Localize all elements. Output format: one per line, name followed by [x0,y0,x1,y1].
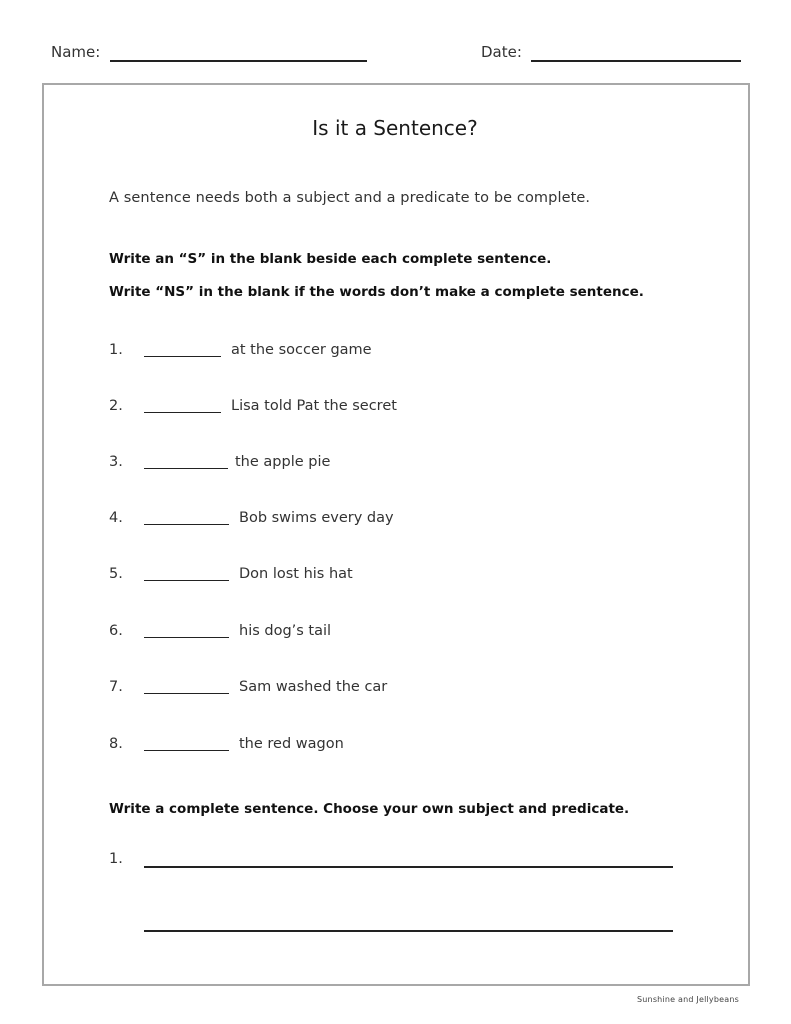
item-number: 6. [109,623,123,639]
worksheet-title: Is it a Sentence? [312,116,478,140]
item-text: Sam washed the car [239,679,388,695]
answer-blank[interactable] [144,412,221,413]
item-text: Don lost his hat [239,566,353,582]
date-field[interactable] [531,60,741,62]
item-number: 5. [109,566,123,582]
sentence-line-1[interactable] [144,866,673,868]
item-text: Lisa told Pat the secret [231,398,397,414]
item-text: at the soccer game [231,342,372,358]
worksheet-frame [42,83,750,986]
name-field[interactable] [110,60,367,62]
item-text: his dog’s tail [239,623,332,639]
write-sentence-instruction: Write a complete sentence. Choose your own subject and predicate. [109,801,630,817]
item-number: 1. [109,342,123,358]
footer-credit: Sunshine and Jellybeans [637,995,740,1004]
intro-text: A sentence needs both a subject and a predicate to be complete. [109,190,591,206]
instruction-ns: Write “NS” in the blank if the words don’t make a complete sentence. [109,284,644,300]
name-label: Name: [51,43,101,61]
item-text: the red wagon [239,736,344,752]
item-number: 3. [109,454,123,470]
answer-blank[interactable] [144,468,228,469]
item-text: the apple pie [235,454,331,470]
item-number: 8. [109,736,123,752]
answer-blank[interactable] [144,750,229,751]
answer-blank[interactable] [144,637,229,638]
item-number: 2. [109,398,123,414]
item-number: 7. [109,679,123,695]
sentence-line-2[interactable] [144,930,673,932]
date-label: Date: [481,43,522,61]
write-item-number: 1. [109,851,123,867]
instruction-s: Write an “S” in the blank beside each complete sentence. [109,251,552,267]
answer-blank[interactable] [144,693,229,694]
answer-blank[interactable] [144,356,221,357]
item-number: 4. [109,510,123,526]
answer-blank[interactable] [144,580,229,581]
answer-blank[interactable] [144,524,229,525]
item-text: Bob swims every day [239,510,394,526]
